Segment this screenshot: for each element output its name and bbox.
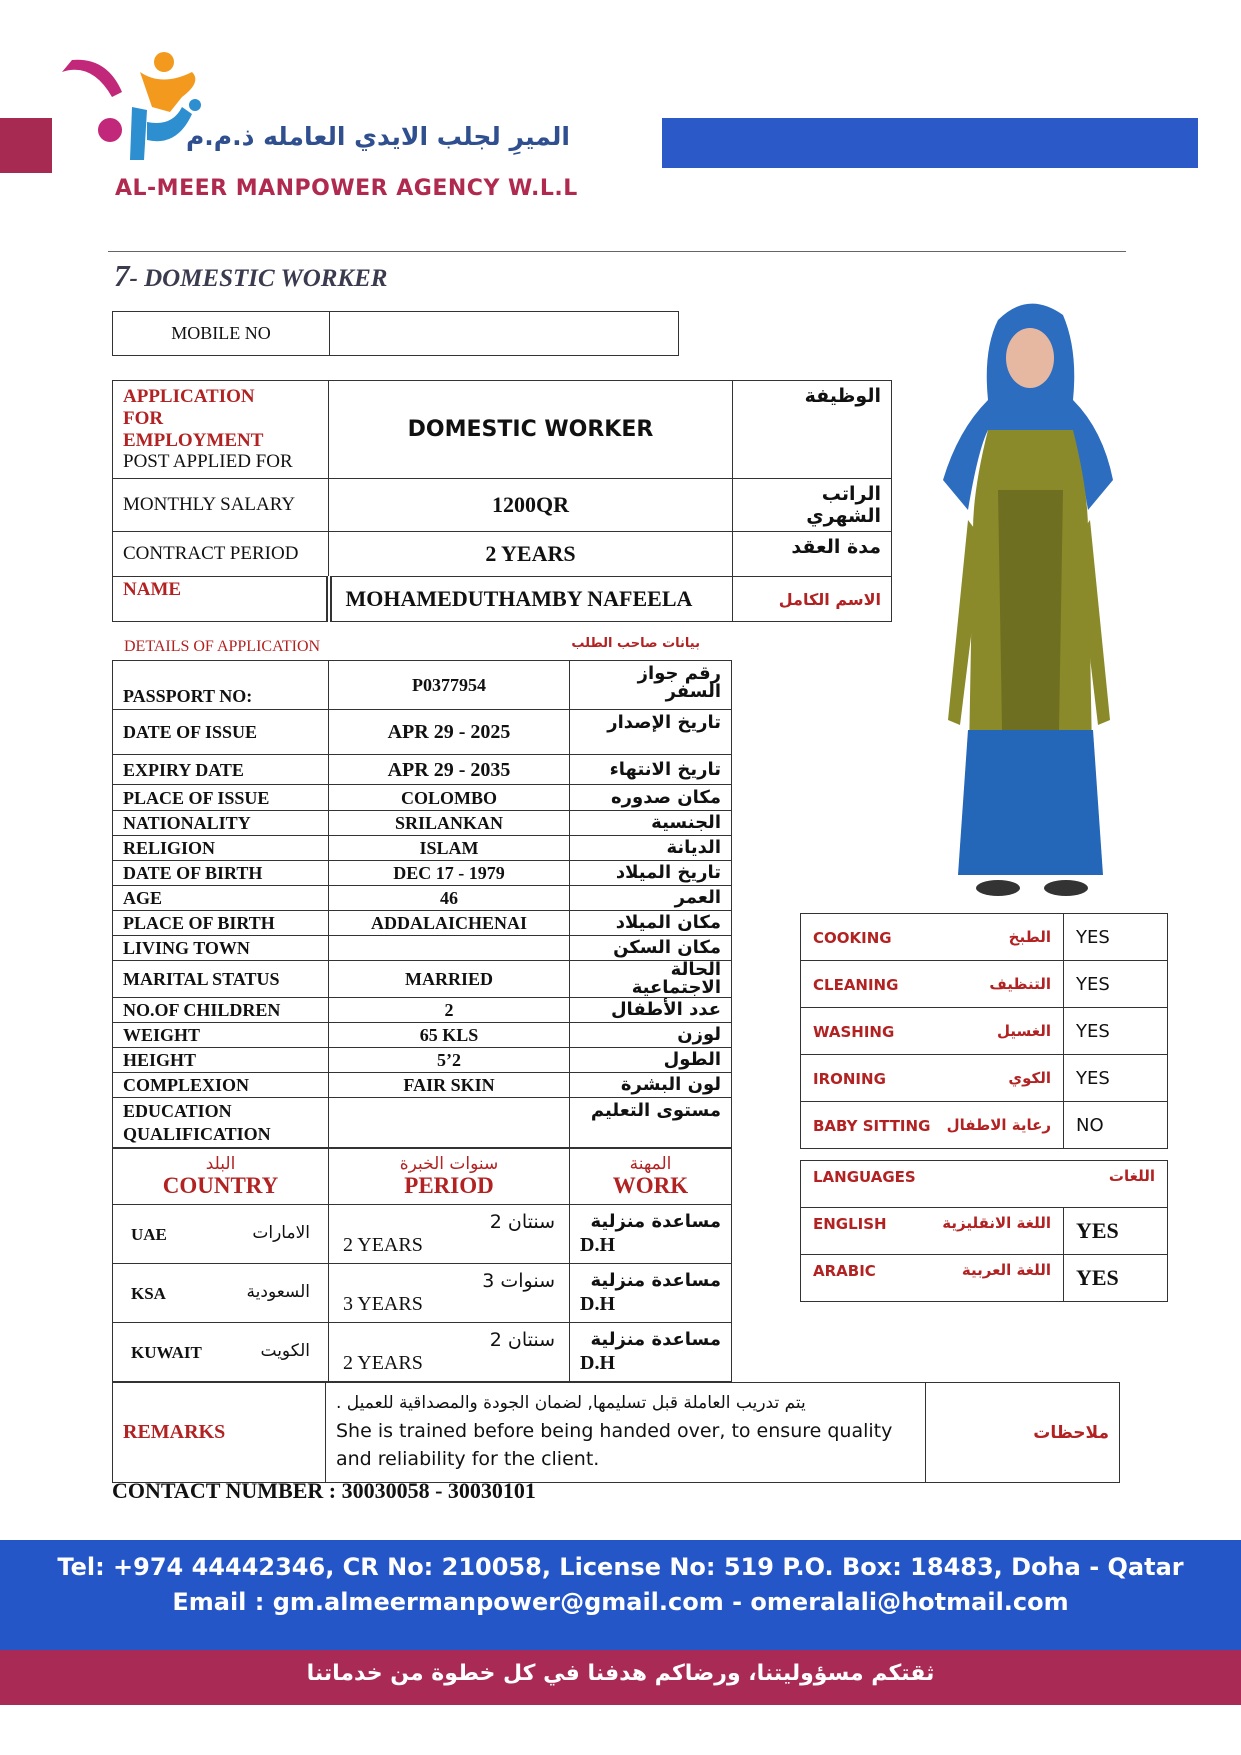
name-value: MOHAMEDUTHAMBY NAFEELA — [329, 577, 733, 622]
language-cell: ENGLISH اللغة الانقليزية — [801, 1208, 1064, 1255]
detail-arabic: مكان الميلاد — [570, 911, 732, 936]
skill-row — [801, 914, 1168, 961]
detail-value: 65 KLS — [329, 1023, 570, 1048]
header-period: سنوات الخبرة PERIOD — [329, 1149, 570, 1205]
detail-value: 46 — [329, 886, 570, 911]
salary-label: MONTHLY SALARY — [113, 479, 329, 532]
detail-label: RELIGION — [113, 836, 329, 861]
detail-arabic: الحالة الاجتماعية — [570, 961, 732, 998]
language-cell: ARABIC اللغة العربية — [801, 1255, 1064, 1302]
divider — [108, 251, 1126, 252]
skill-value: YES — [1064, 1055, 1168, 1102]
detail-arabic: العمر — [570, 886, 732, 911]
skill-cell: IRONING الكوي — [801, 1055, 1064, 1102]
detail-arabic: رقم جواز السفر — [570, 661, 732, 710]
detail-label: PASSPORT NO: — [113, 661, 329, 710]
footer-contact-line: Tel: +974 44442346, CR No: 210058, License No: 519 P.O. Box: 18483, Doha - Qatar — [57, 1553, 1184, 1581]
detail-label: DATE OF BIRTH — [113, 861, 329, 886]
detail-value: SRILANKAN — [329, 811, 570, 836]
detail-arabic: تاريخ الانتهاء — [570, 755, 732, 785]
contract-arabic: مدة العقد — [733, 532, 892, 577]
work-cell: مساعدة منزلية D.H — [570, 1205, 732, 1264]
detail-label: MARITAL STATUS — [113, 961, 329, 998]
detail-value: COLOMBO — [329, 785, 570, 811]
mobile-label: MOBILE NO — [113, 312, 330, 356]
remarks-label: REMARKS — [113, 1383, 326, 1483]
skill-cell: CLEANING التنظيف — [801, 961, 1064, 1008]
period-cell: 2 سنتان 2 YEARS — [329, 1205, 570, 1264]
detail-arabic: مستوى التعليم — [570, 1098, 732, 1148]
detail-value: FAIR SKIN — [329, 1073, 570, 1098]
detail-arabic: الجنسية — [570, 811, 732, 836]
mobile-value — [330, 312, 679, 356]
remarks-table — [112, 1382, 1120, 1483]
detail-arabic: تاريخ الإصدار — [570, 710, 732, 755]
language-value: YES — [1064, 1255, 1168, 1302]
country-cell: UAE الامارات — [113, 1205, 329, 1264]
detail-value: ADDALAICHENAI — [329, 911, 570, 936]
detail-value: APR 29 - 2035 — [329, 755, 570, 785]
header-accent-bar-right — [662, 118, 1198, 168]
detail-arabic: لون البشرة — [570, 1073, 732, 1098]
contract-label: CONTRACT PERIOD — [113, 532, 329, 577]
skill-cell: WASHING الغسيل — [801, 1008, 1064, 1055]
detail-value: ISLAM — [329, 836, 570, 861]
detail-label: COMPLEXION — [113, 1073, 329, 1098]
country-cell: KUWAIT الكويت — [113, 1323, 329, 1382]
application-title-cell: APPLICATION FOR EMPLOYMENT POST APPLIED FOR — [113, 381, 329, 479]
detail-value — [329, 1098, 570, 1148]
skill-row — [801, 1102, 1168, 1149]
application-table — [112, 380, 892, 622]
work-cell: مساعدة منزلية D.H — [570, 1323, 732, 1382]
header-country: البلد COUNTRY — [113, 1149, 329, 1205]
detail-arabic: مكان صدوره — [570, 785, 732, 811]
name-label: NAME — [113, 577, 329, 622]
details-heading-arabic: بيانات صاحب الطلب — [571, 636, 700, 651]
header-accent-bar-left — [0, 118, 52, 173]
footer-email-line: Email : gm.almeermanpower@gmail.com - omeralali@hotmail.com — [172, 1588, 1069, 1616]
languages-table — [800, 1160, 1168, 1302]
detail-label: PLACE OF ISSUE — [113, 785, 329, 811]
skill-cell: COOKING الطبخ — [801, 914, 1064, 961]
salary-value: 1200QR — [329, 479, 733, 532]
header-work: المهنة WORK — [570, 1149, 732, 1205]
detail-arabic: مكان السكن — [570, 936, 732, 961]
detail-arabic: تاريخ الميلاد — [570, 861, 732, 886]
details-heading: DETAILS OF APPLICATION — [124, 638, 321, 655]
detail-label: NATIONALITY — [113, 811, 329, 836]
contract-value: 2 YEARS — [329, 532, 733, 577]
salary-arabic: الراتب الشهري — [733, 479, 892, 532]
skill-row — [801, 961, 1168, 1008]
language-value: YES — [1064, 1208, 1168, 1255]
company-name-arabic: الميرِ لجلب الايدي العامله ذ.م.م — [185, 122, 570, 151]
skill-value: YES — [1064, 914, 1168, 961]
detail-arabic: الديانة — [570, 836, 732, 861]
detail-label: NO.OF CHILDREN — [113, 998, 329, 1023]
name-arabic: الاسم الكامل — [733, 577, 892, 622]
table-row — [113, 1205, 732, 1264]
table-row — [113, 1264, 732, 1323]
detail-label: DATE OF ISSUE — [113, 710, 329, 755]
remarks-text: يتم تدريب العاملة قبل تسليمها, لضمان الجودة والمصداقية للعميل . She is trained before being handed over, to ensure quality and reliability for the client. — [326, 1383, 926, 1483]
worker-photo — [928, 290, 1130, 902]
contact-number: CONTACT NUMBER : 30030058 - 30030101 — [112, 1478, 536, 1503]
detail-value: DEC 17 - 1979 — [329, 861, 570, 886]
mobile-table — [112, 311, 679, 356]
skill-value: YES — [1064, 961, 1168, 1008]
language-row — [801, 1208, 1168, 1255]
languages-header: LANGUAGES اللغات — [801, 1161, 1168, 1208]
detail-label: EDUCATION QUALIFICATION — [113, 1098, 329, 1148]
detail-label: EXPIRY DATE — [113, 755, 329, 785]
detail-value: 2 — [329, 998, 570, 1023]
table-row — [113, 1323, 732, 1382]
detail-value: P0377954 — [329, 661, 570, 710]
detail-label: HEIGHT — [113, 1048, 329, 1073]
section-title: 7- DOMESTIC WORKER — [114, 258, 388, 293]
country-cell: KSA السعودية — [113, 1264, 329, 1323]
detail-value — [329, 936, 570, 961]
skill-row — [801, 1055, 1168, 1102]
detail-arabic: لوزن — [570, 1023, 732, 1048]
language-row — [801, 1255, 1168, 1302]
work-cell: مساعدة منزلية D.H — [570, 1264, 732, 1323]
detail-value: MARRIED — [329, 961, 570, 998]
post-arabic: الوظيفة — [733, 381, 892, 479]
detail-label: WEIGHT — [113, 1023, 329, 1048]
period-cell: 3 سنوات 3 YEARS — [329, 1264, 570, 1323]
details-table — [112, 660, 732, 1148]
experience-table — [112, 1148, 732, 1382]
detail-value: APR 29 - 2025 — [329, 710, 570, 755]
detail-arabic: عدد الأطفال — [570, 998, 732, 1023]
period-cell: 2 سنتان 2 YEARS — [329, 1323, 570, 1382]
footer-slogan: ثقتكم مسؤوليتنا، ورضاكم هدفنا في كل خطوة من خدماتنا — [306, 1661, 935, 1686]
skills-table — [800, 913, 1168, 1149]
skill-value: YES — [1064, 1008, 1168, 1055]
detail-label: PLACE OF BIRTH — [113, 911, 329, 936]
detail-label: LIVING TOWN — [113, 936, 329, 961]
detail-arabic: الطول — [570, 1048, 732, 1073]
detail-value: 5’2 — [329, 1048, 570, 1073]
skill-cell: BABY SITTING رعاية الاطفال — [801, 1102, 1064, 1149]
remarks-arabic: ملاحظات — [926, 1383, 1120, 1483]
skill-value: NO — [1064, 1102, 1168, 1149]
company-name-english: AL-MEER MANPOWER AGENCY W.L.L — [115, 176, 578, 201]
post-value: DOMESTIC WORKER — [329, 381, 733, 479]
detail-label: AGE — [113, 886, 329, 911]
skill-row — [801, 1008, 1168, 1055]
